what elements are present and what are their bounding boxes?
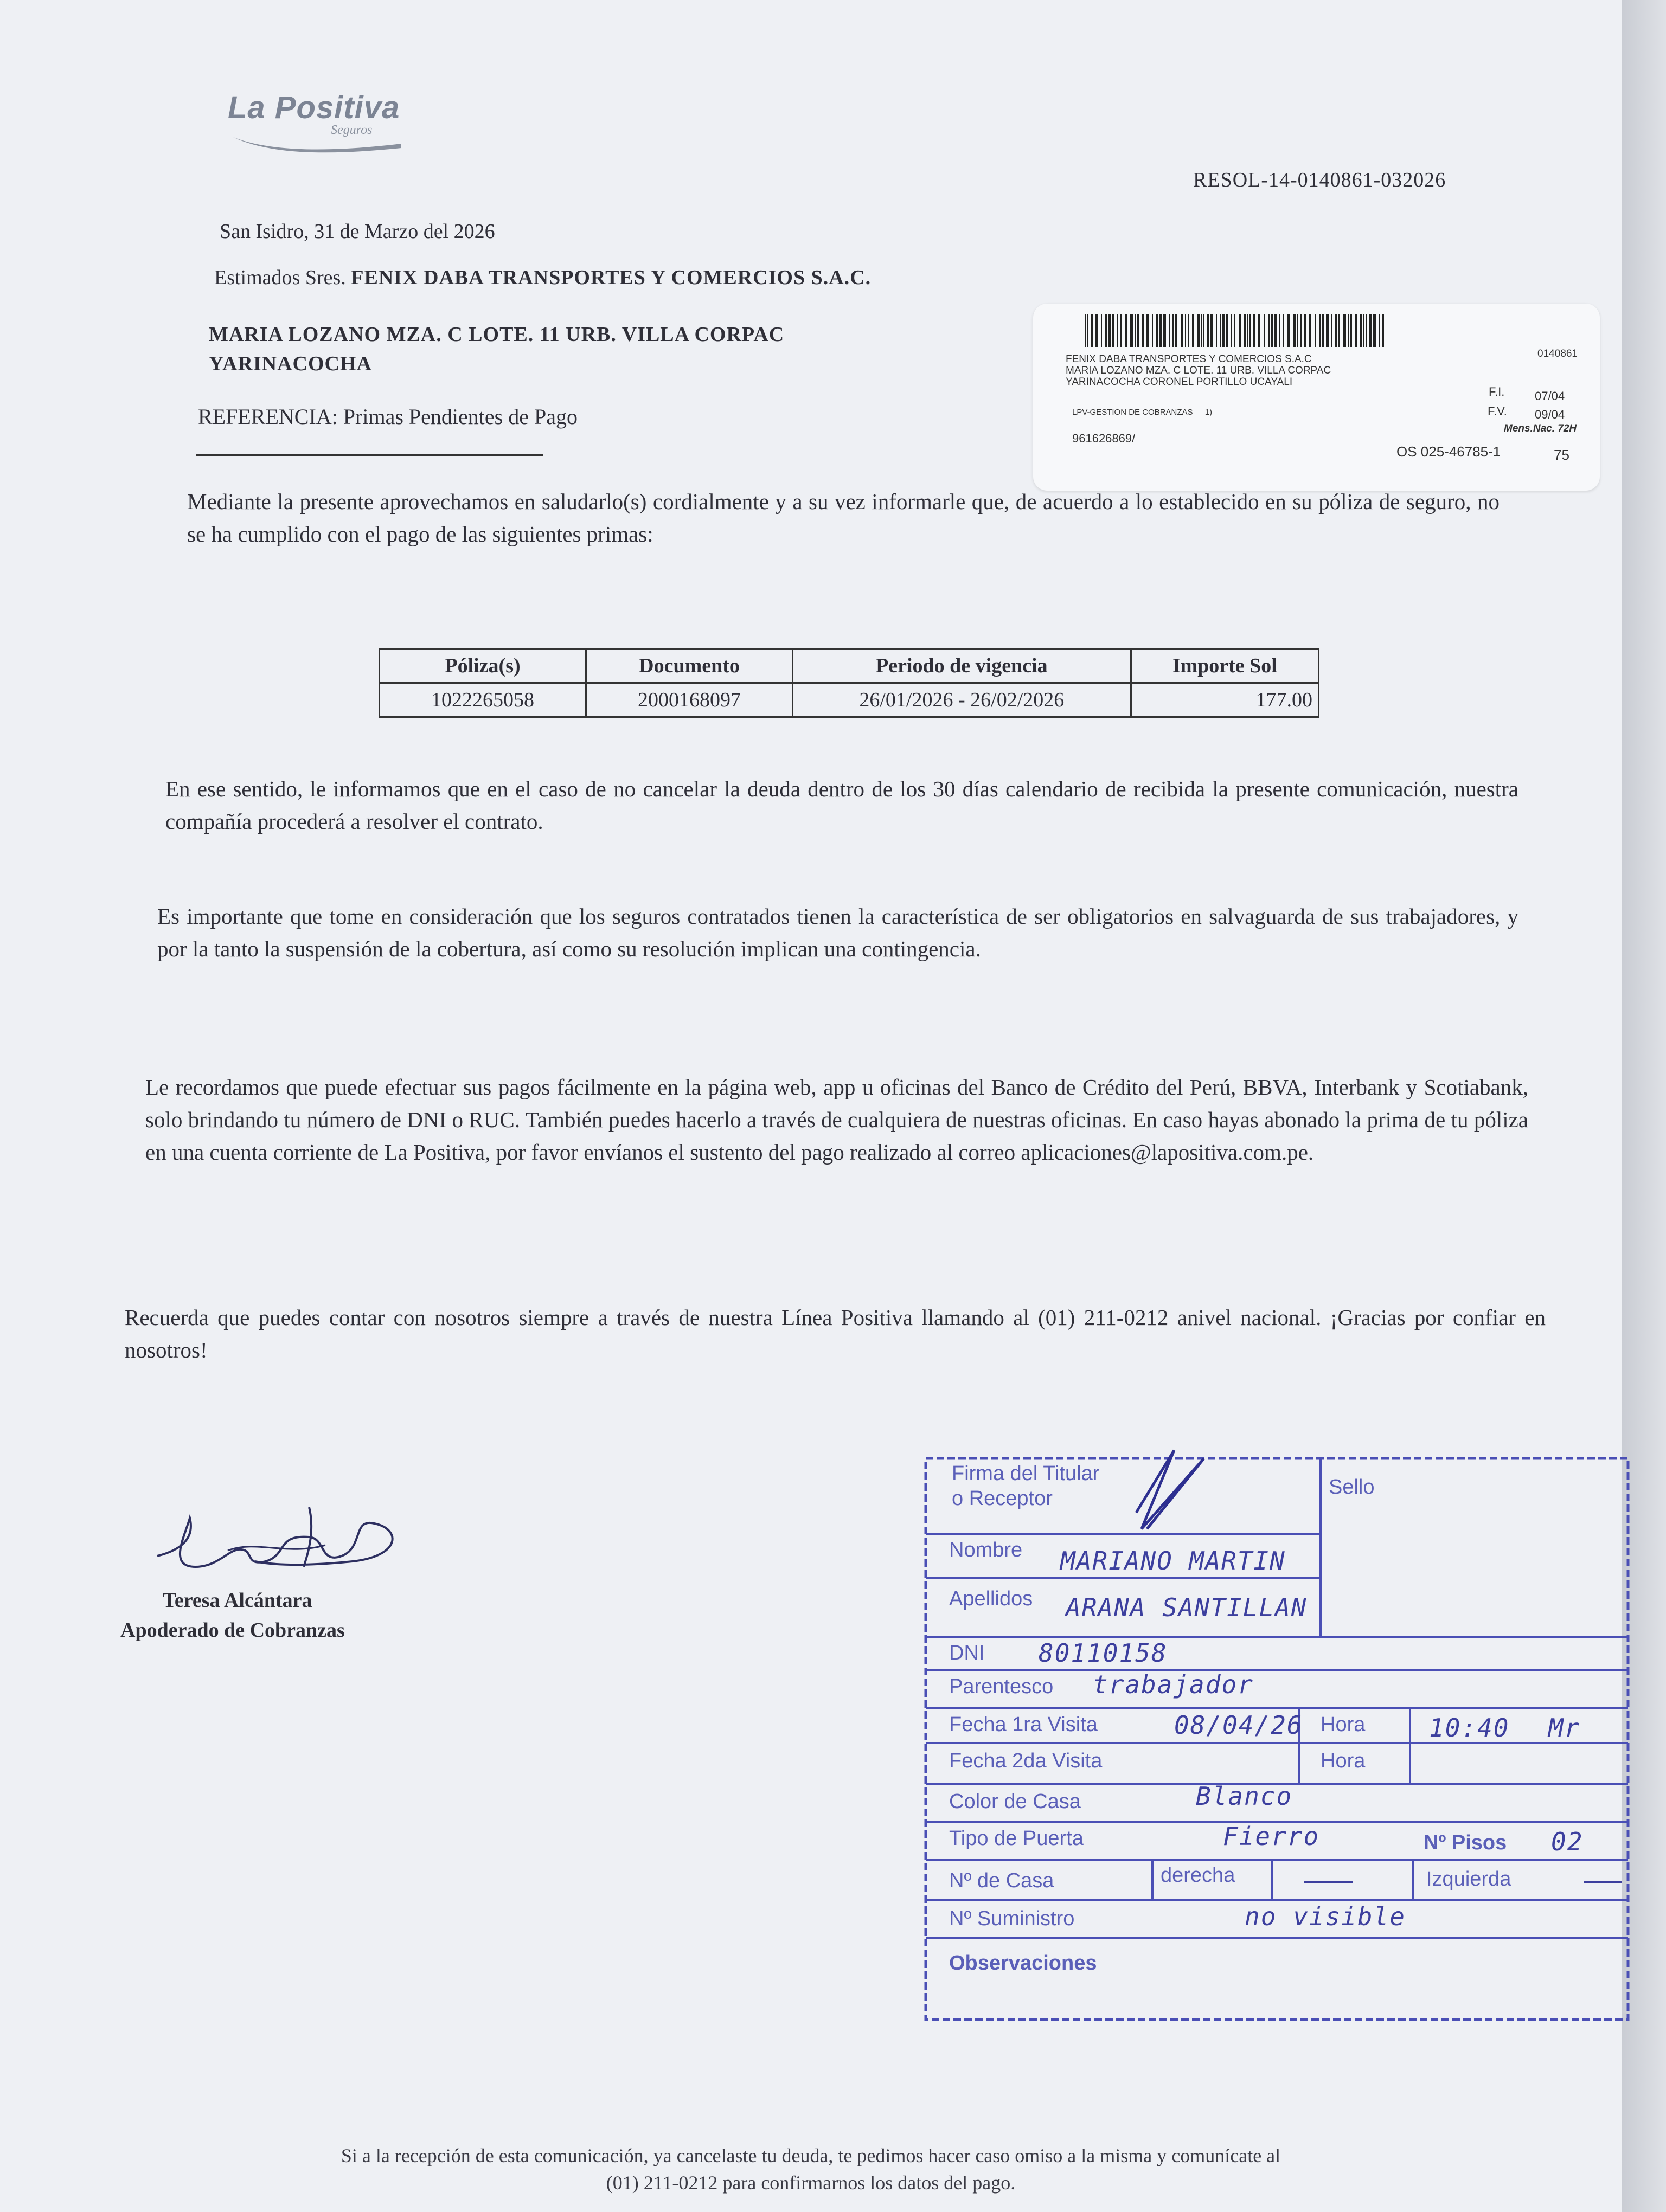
label-dept-suffix: 1) [1204, 408, 1213, 417]
paragraph-2: Es importante que tome en consideración que los seguros contratados tienen la característica de ser obligatorios en salvaguarda de sus trabajadores, y por la tanto la suspensión de la cobertura, así como su resolución implican una contingencia. [157, 904, 1518, 961]
label-fv-value: 09/04 [1535, 408, 1565, 421]
label-os-num: 75 [1554, 447, 1569, 463]
reference: REFERENCIA: Primas Pendientes de Pago [198, 404, 578, 429]
hora1-label: Hora [1321, 1713, 1366, 1736]
dni-value: 80110158 [1039, 1638, 1168, 1668]
paragraph-4: Recuerda que puedes contar con nosotros siempre a través de nuestra Línea Positiva llamando al (01) 211-0212 anivel nacional. ¡Gracias por confiar en nosotros! [125, 1305, 1546, 1362]
hora1-suffix: Mr [1548, 1713, 1581, 1742]
label-phone: 961626869/ [1072, 432, 1136, 445]
label-fi-value: 07/04 [1535, 389, 1565, 403]
shipping-label [1033, 304, 1600, 491]
observaciones-label: Observaciones [949, 1952, 1097, 1975]
cell-documento: 2000168097 [586, 683, 793, 717]
sello-label: Sello [1329, 1476, 1375, 1499]
col-importe: Importe Sol [1131, 649, 1318, 683]
color-value: Blanco [1196, 1782, 1293, 1811]
pisos-label: Nº Pisos [1424, 1831, 1507, 1854]
hora1-value: 10:40 [1429, 1713, 1510, 1742]
company-logo [228, 89, 412, 165]
footer-line-2: (01) 211-0212 para confirmarnos los datos del pago. [606, 2172, 1016, 2194]
date-line: San Isidro, 31 de Marzo del 2026 [220, 220, 495, 243]
handwritten-signature [146, 1486, 428, 1589]
firma-label: Firma del Titular o Receptor [952, 1462, 1100, 1510]
company-name: FENIX DABA TRANSPORTES Y COMERCIOS S.A.C. [351, 266, 872, 289]
puerta-value: Fierro [1223, 1822, 1320, 1851]
derecha-label: derecha [1161, 1864, 1235, 1887]
label-code: 0140861 [1537, 348, 1578, 359]
hora2-label: Hora [1321, 1750, 1366, 1772]
address-line-1: MARIA LOZANO MZA. C LOTE. 11 URB. VILLA CORPAC [209, 323, 785, 346]
col-documento: Documento [586, 649, 793, 683]
fecha2-label: Fecha 2da Visita [949, 1750, 1103, 1772]
col-periodo: Periodo de vigencia [793, 649, 1131, 683]
label-dept [1072, 407, 1212, 419]
signer-name: Teresa Alcántara [163, 1589, 312, 1612]
label-dept-text: LPV-GESTION DE COBRANZAS [1072, 408, 1193, 417]
parentesco-value: trabajador [1093, 1670, 1254, 1699]
izquierda-dash [1584, 1881, 1622, 1883]
label-fi: F.I. [1489, 385, 1505, 398]
table-row [380, 683, 1319, 717]
address-block [209, 320, 784, 378]
reference-underline [196, 454, 543, 456]
label-fv: F.V. [1488, 404, 1507, 418]
label-line-3: YARINACOCHA CORONEL PORTILLO UCAYALI [1066, 376, 1293, 388]
logo-tagline: Seguros [331, 123, 373, 137]
casa-label: Nº de Casa [949, 1869, 1054, 1892]
suministro-value: no visible [1245, 1902, 1406, 1931]
address-line-2: YARINACOCHA [209, 352, 372, 375]
premiums-table [379, 648, 1319, 718]
label-line-1: FENIX DABA TRANSPORTES Y COMERCIOS S.A.C [1066, 353, 1312, 365]
paragraph-1: En ese sentido, le informamos que en el caso de no cancelar la deuda dentro de los 30 días calendario de recibida la presente comunicación, nuestra compañía procederá a resolver el contrato. [165, 776, 1518, 834]
puerta-label: Tipo de Puerta [949, 1827, 1084, 1850]
barcode-icon [1085, 314, 1388, 352]
logo-brand: La Positiva [228, 90, 400, 125]
derecha-dash [1304, 1881, 1353, 1883]
apellidos-label: Apellidos [949, 1587, 1033, 1610]
footer-line-1: Si a la recepción de esta comunicación, ya cancelaste tu deuda, te pedimos hacer caso omiso a la misma y comunícate al [341, 2145, 1281, 2166]
table-header-row [380, 649, 1319, 683]
fecha1-value: 08/04/26 [1174, 1711, 1303, 1740]
cell-poliza: 1022265058 [380, 683, 586, 717]
delivery-stamp-form [919, 1448, 1641, 2028]
color-label: Color de Casa [949, 1790, 1081, 1813]
paragraph-3: Le recordamos que puede efectuar sus pagos fácilmente en la página web, app u oficinas del Banco de Crédito del Perú, BBVA, Interbank y Scotiabank, solo brindando tu número de DNI o RUC. También puedes hacerlo a través de cualquiera de nuestras oficinas. En caso hayas abonado la prima de tu póliza en una cuenta corriente de La Positiva, por favor envíanos el sustento del pago realizado al correo aplicaciones@lapositiva.com.pe. [145, 1075, 1528, 1165]
dni-label: DNI [949, 1642, 985, 1664]
cell-importe: 177.00 [1131, 683, 1318, 717]
greeting [214, 266, 871, 290]
fecha1-label: Fecha 1ra Visita [949, 1713, 1098, 1736]
nombre-label: Nombre [949, 1539, 1023, 1561]
label-service: Mens.Nac. 72H [1504, 423, 1577, 434]
pisos-value: 02 [1551, 1827, 1584, 1856]
label-line-2: MARIA LOZANO MZA. C LOTE. 11 URB. VILLA CORPAC [1066, 365, 1331, 376]
col-poliza: Póliza(s) [380, 649, 586, 683]
parentesco-label: Parentesco [949, 1675, 1054, 1698]
resolution-code: RESOL-14-0140861-032026 [1193, 169, 1446, 191]
signer-role: Apoderado de Cobranzas [120, 1619, 345, 1642]
suministro-label: Nº Suministro [949, 1907, 1075, 1930]
logo-swoosh-icon [228, 127, 407, 155]
apellidos-value: ARANA SANTILLAN [1066, 1593, 1308, 1622]
nombre-value: MARIANO MARTIN [1060, 1546, 1286, 1576]
izquierda-label: Izquierda [1426, 1868, 1511, 1891]
greeting-prefix: Estimados Sres. [214, 266, 346, 289]
label-os: OS 025-46785-1 [1396, 443, 1501, 460]
cell-periodo: 26/01/2026 - 26/02/2026 [793, 683, 1131, 717]
intro-paragraph: Mediante la presente aprovechamos en saludarlo(s) cordialmente y a su vez informarle que, de acuerdo a lo establecido en su póliza de seguro, no se ha cumplido con el pago de las siguientes primas: [187, 489, 1500, 546]
